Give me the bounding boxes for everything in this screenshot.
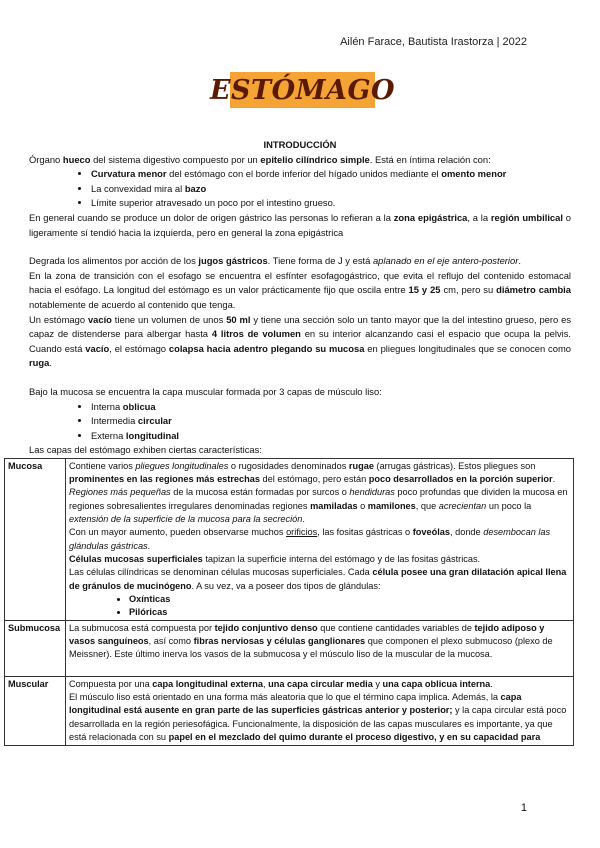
intro-paragraph-1: Órgano hueco del sistema digestivo compuesto por un epitelio cilíndrico simple. Está en íntima relación con: <box>29 153 491 165</box>
list-item: • Oxínticas <box>129 593 570 606</box>
intro-paragraph-3: Degrada los alimentos por acción de los jugos gástricos. Tiene forma de J y está aplanado en el eje antero-posterior. <box>29 255 521 267</box>
document-title: ESTÓMAGO <box>209 74 396 106</box>
intro-paragraph-5: Un estómago vacío tiene un volumen de unos 50 ml y tiene una sección solo un tanto mayor que la del intestino grueso, pero es capaz de distenderse para albergar hasta 4 litros de volumen en su interior alcanzando casi el espacio que ocupa la pelvis. Cuando está vacío, el estómago colapsa hacia adentro plegando su mucosa en pliegues longitudinales que se conocen como ruga. <box>29 313 572 369</box>
list-item: • La convexidad mira al bazo <box>91 182 571 197</box>
relations-list <box>29 167 571 211</box>
row-label-mucosa: Mucosa <box>5 458 66 620</box>
row-label-muscular: Muscular <box>5 676 66 745</box>
list-item: • Límite superior atravesado un poco por el intestino grueso. <box>91 196 571 211</box>
intro-paragraph-2: En general cuando se produce un dolor de origen gástrico las personas lo refieran a la zona epigástrica, a la región umbilical o ligeramente sí tendió hacia la izquierda, pero en general la zona epigástrica <box>29 211 571 238</box>
page-number: 1 <box>520 802 527 814</box>
document-body <box>8 138 572 746</box>
document-header-authors: Ailén Farace, Bautista Irastorza | 2022 <box>340 36 527 48</box>
list-item: • Interna oblicua <box>91 400 571 415</box>
table-row <box>5 458 574 620</box>
list-item: • Curvatura menor del estómago con el borde inferior del hígado unidos mediante el omento menor <box>91 167 571 182</box>
list-item: • Pilóricas <box>129 606 570 619</box>
row-label-submucosa: Submucosa <box>5 620 66 676</box>
muscle-layers-list <box>29 400 571 444</box>
table-row <box>5 676 574 745</box>
intro-paragraph-7: Las capas del estómago exhiben ciertas características: <box>29 444 262 456</box>
title-banner <box>209 72 396 108</box>
row-content-mucosa: Contiene varios pliegues longitudinales o rugosidades denominados rugae (arrugas gástricas). Estos pliegues son prominentes en las regiones más estrechas del estómago, pero están poco desarrollados en la porción superior. Regiones más pequeñas de la mucosa están formadas por surcos o hendiduras poco profundas que dividen la mucosa en regiones sobresalientes irregulares denominadas regiones mamiladas o mamilones, que acrecientan un poco la extensión de la superficie de la mucosa para la secreción. Con un mayor aumento, pueden observarse muchos orificios, las fositas gástricas o foveólas, donde desembocan las glándulas gástricas. Células mucosas superficiales tapizan la superficie interna del estómago y de las fositas gástricas. Las células cilíndricas se denominan células mucosas superficiales. Cada célula posee una gran dilatación apical llena de gránulos de mucinógeno. A su vez, va a poseer dos tipos de glándulas: • Oxínticas • Pilóricas <box>66 458 574 620</box>
intro-paragraph-4: En la zona de transición con el esofago se encuentra el esfínter esofagogástrico, que evita el reflujo del contenido estomacal hacia el esófago. La longitud del estómago es un valor prácticamente fijo que oscila entre 15 y 25 cm, pero su diámetro cambia notablemente de acuerdo al contenido que tenga. <box>29 269 572 310</box>
glands-list <box>69 593 570 619</box>
row-content-muscular: Compuesta por una capa longitudinal externa, una capa circular media y una capa oblicua interna. El músculo liso está orientado en una forma más aleatoria que lo que el término capa implica. Además, la capa longitudinal está ausente en gran parte de las superficies gástricas anterior y posterior; y la capa circular está poco desarrollada en la región periesofágica. Funcionalmente, la disposición de las capas musculares es importante, ya que está relacionada con su papel en el mezclado del quimo durante el proceso digestivo, y en su capacidad para <box>66 676 574 745</box>
table-row <box>5 620 574 676</box>
list-item: • Externa longitudinal <box>91 429 571 444</box>
row-content-submucosa: La submucosa está compuesta por tejido conjuntivo denso que contiene cantidades variables de tejido adiposo y vasos sanguíneos, así como fibras nerviosas y células ganglionares que componen el plexo submucoso (plexo de Meissner). Este último inerva los vasos de la submucosa y el músculo liso de la muscular de la mucosa. <box>66 620 574 676</box>
intro-paragraph-6: Bajo la mucosa se encuentra la capa muscular formada por 3 capas de músculo liso: <box>29 385 382 397</box>
stomach-layers-table <box>4 458 574 746</box>
list-item: • Intermedia circular <box>91 414 571 429</box>
section-heading-introduccion: INTRODUCCIÓN <box>263 139 337 150</box>
